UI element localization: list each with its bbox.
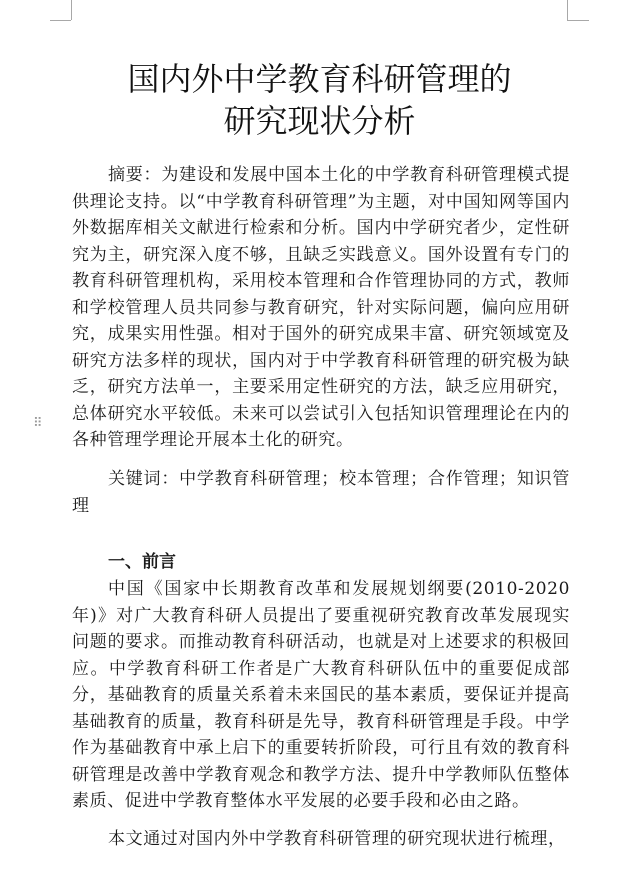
document-title-line-1: 国内外中学教育科研管理的 [127,60,512,98]
document-title-line-2: 研究现状分析 [223,102,416,140]
page-corner-mark-top-left-horizontal [50,20,71,21]
abstract-text: 摘要：为建设和发展中国本土化的中学教育科研管理模式提供理论支持。以“中学教育科研管理”为主题，对中国知网等国内外数据库相关文献进行检索和分析。国内中学研究者少，定性研究为主，研究深入度不够，且缺乏实践意义。国外设置有专门的教育科研管理机构，采用校本管理和合作管理协同的方式，教师和学校管理人员共同参与教育研究，针对实际问题，偏向应用研究，成果实用性强。相对于国外的研究成果丰富、研究领域宽及研究方法多样的现状，国内对于中学教育科研管理的研究极为缺乏，研究方法单一，主要采用定性研究的方法，缺乏应用研究，总体研究水平较低。未来可以尝试引入包括知识管理理论在内的各种管理学理论开展本土化的研究。 [72,165,570,450]
keywords-paragraph [72,466,570,519]
abstract-paragraph [72,162,570,454]
page-corner-mark-top-right-vertical [567,0,568,20]
keywords-text: 关键词：中学教育科研管理；校本管理；合作管理；知识管理 [72,469,570,516]
introduction-paragraph-2 [72,826,570,853]
page-corner-mark-top-right-horizontal [567,20,589,21]
page-corner-mark-top-left-vertical [71,0,72,20]
introduction-paragraph-2-text: 本文通过对国内外中学教育科研管理的研究现状进行梳理， [108,829,566,849]
section-heading-introduction: 一、前言 [108,552,176,572]
drag-handle-icon[interactable]: ⠿ [33,416,42,431]
introduction-paragraph-1-text: 中国《国家中长期教育改革和发展规划纲要(2010-2020年)》对广大教育科研人员提出了要重视研究教育改革发展现实问题的要求。而推动教育科研活动，也就是对上述要求的积极回应。中学教育科研工作者是广大教育科研队伍中的重要促成部分，基础教育的质量关系着未来国民的基本素质，要保证并提高基础教育的质量，教育科研是先导，教育科研管理是手段。中学作为基础教育中承上启下的重要转折阶段，可行且有效的教育科研管理是改善中学教育观念和教学方法、提升中学教师队伍整体素质、促进中学教育整体水平发展的必要手段和必由之路。 [72,579,570,811]
document-title [72,58,567,142]
introduction-paragraph-1 [72,576,570,815]
